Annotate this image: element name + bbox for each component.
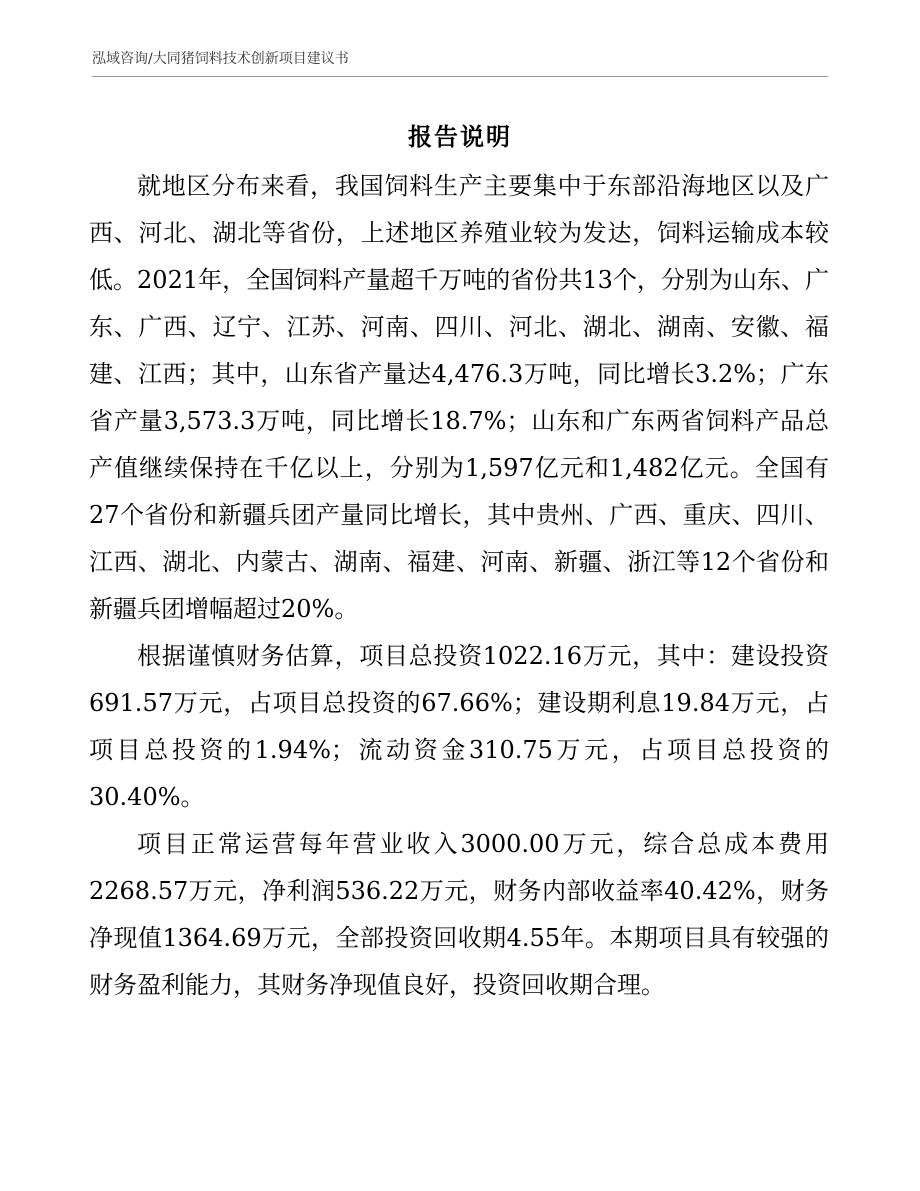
paragraph-regional-distribution: 就地区分布来看，我国饲料生产主要集中于东部沿海地区以及广西、河北、湖北等省份，上述地区养殖业较为发达，饲料运输成本较低。2021年，全国饲料产量超千万吨的省份共13个，分别为山东、广东、广西、辽宁、江苏、河南、四川、河北、湖北、湖南、安徽、福建、江西；其中，山东省产量达4,476.3万吨，同比增长3.2%；广东省产量3,573.3万吨，同比增长18.7%；山东和广东两省饲料产品总产值继续保持在千亿以上，分别为1,597亿元和1,482亿元。全国有27个省份和新疆兵团产量同比增长，其中贵州、广西、重庆、四川、江西、湖北、内蒙古、湖南、福建、河南、新疆、浙江等12个省份和新疆兵团增幅超过20%。: [89, 172, 829, 623]
header-divider: [92, 76, 828, 77]
page-header: 泓域咨询/大同猪饲料技术创新项目建议书: [92, 51, 349, 67]
report-body: [89, 163, 829, 1009]
page-title: 报告说明: [408, 123, 512, 151]
paragraph-investment-estimate: 根据谨慎财务估算，项目总投资1022.16万元，其中：建设投资691.57万元，占项目总投资的67.66%；建设期利息19.84万元，占项目总投资的1.94%；流动资金310.75万元，占项目总投资的30.40%。: [89, 642, 829, 811]
paragraph-financial-performance: 项目正常运营每年营业收入3000.00万元，综合总成本费用2268.57万元，净利润536.22万元，财务内部收益率40.42%，财务净现值1364.69万元，全部投资回收期4.55年。本期项目具有较强的财务盈利能力，其财务净现值良好，投资回收期合理。: [89, 830, 829, 999]
